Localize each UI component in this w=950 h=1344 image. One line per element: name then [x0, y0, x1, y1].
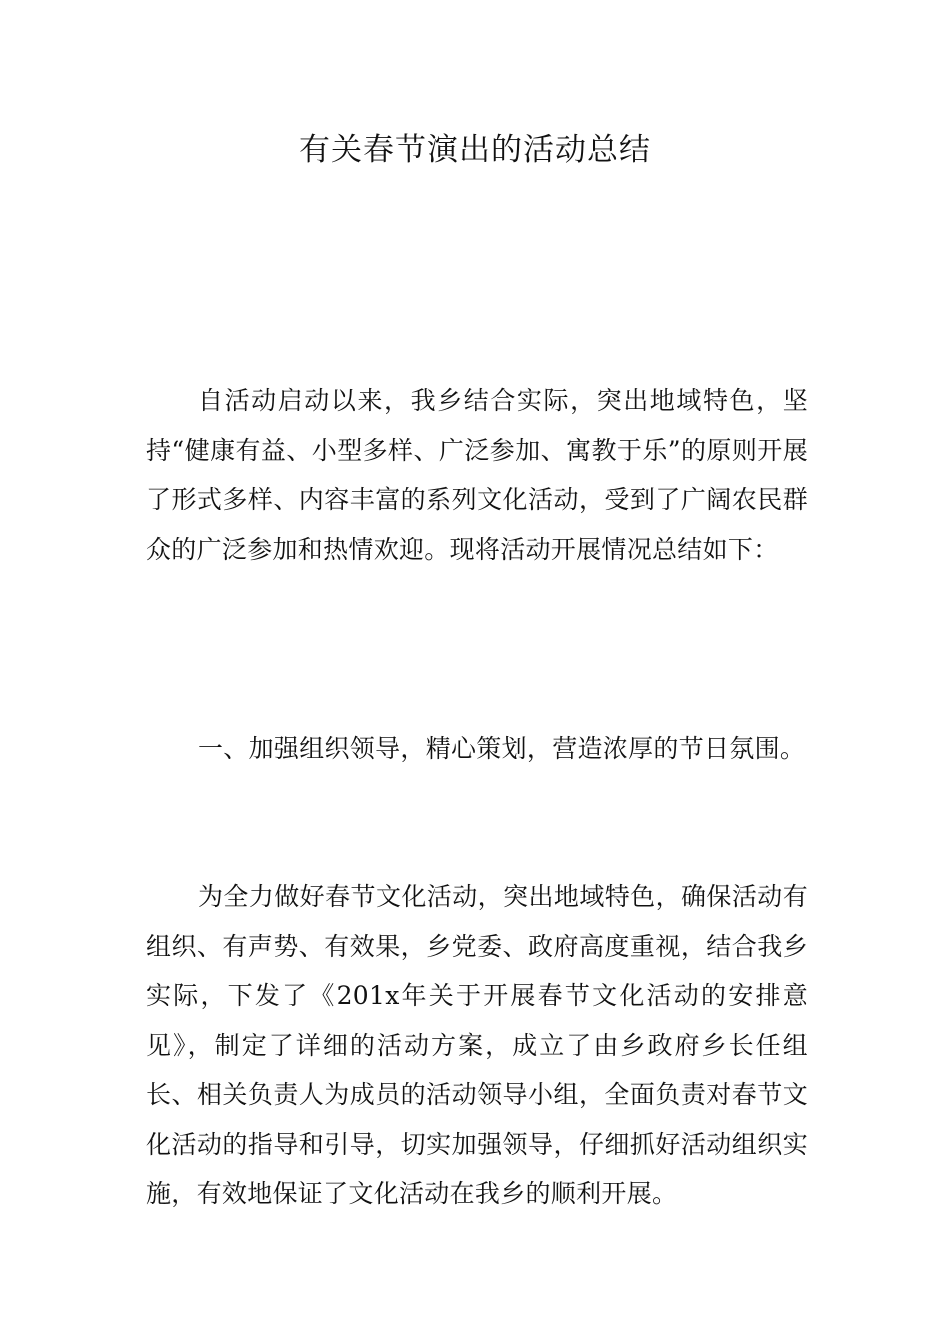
- section-heading-1: 一、加强组织领导，精心策划，营造浓厚的节日氛围。: [198, 734, 806, 763]
- document-title: 有关春节演出的活动总结: [299, 132, 651, 168]
- intro-paragraph: 自活动启动以来，我乡结合实际，突出地域特色，坚持“健康有益、小型多样、广泛参加、寓教于乐”的原则开展了形式多样、内容丰富的系列文化活动，受到了广阔农民群众的广泛参加和热情欢迎。现将活动开展情况总结如下：: [146, 386, 808, 564]
- section-1-paragraph: 为全力做好春节文化活动，突出地域特色，确保活动有组织、有声势、有效果，乡党委、政府高度重视，结合我乡实际，下发了《201x年关于开展春节文化活动的安排意见》，制定了详细的活动方案，成立了由乡政府乡长任组长、相关负责人为成员的活动领导小组，全面负责对春节文化活动的指导和引导，切实加强领导，仔细抓好活动组织实施，有效地保证了文化活动在我乡的顺利开展。: [146, 882, 808, 1208]
